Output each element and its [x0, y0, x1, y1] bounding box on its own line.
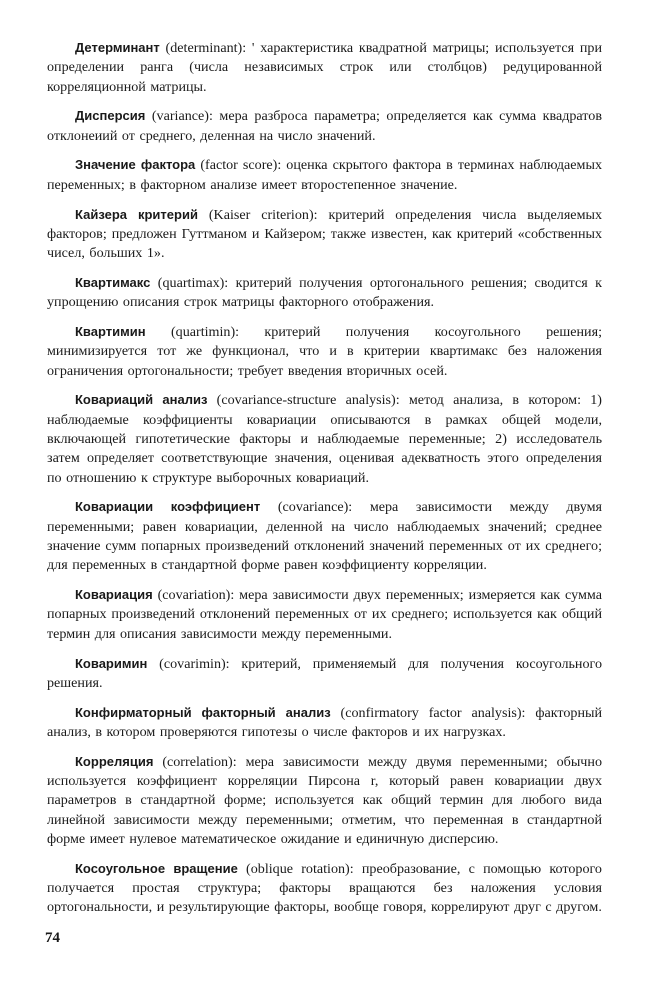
entry-term: Детерминант	[75, 40, 160, 55]
entry-definition: (covarimin): критерий, применяемый для получения косоугольного решения.	[47, 655, 602, 691]
entry-term: Значение фактора	[75, 157, 196, 173]
entry-term: Ковариаций анализ	[75, 392, 208, 408]
glossary-entry-oblique-rotation	[47, 859, 602, 918]
glossary-entry-factor-score	[47, 155, 602, 195]
entry-term: Квартимакс	[75, 274, 151, 290]
entry-definition: (covariation): мера зависимости двух переменных; измеряется как сумма попарных произведений отклонений переменных от их среднего; используется как общий термин для описания зависимости между переменными.	[47, 587, 602, 642]
glossary-entry-variance	[47, 106, 602, 146]
entry-definition: (covariance-structure analysis): метод анализа, в котором: 1) наблюдаемые коэффициенты ковариации описываются в рамках общей модели, включающей гипотетические факторы и наблюдаемые переменные; 2) исследователь затем определяет соответствующие значения, оценивая адекватность этого определения по отношению к структуре выборочных ковариаций.	[47, 392, 602, 486]
glossary-entry-quartimin	[47, 322, 602, 381]
entry-term: Коваримин	[75, 655, 148, 671]
entry-term: Квартимин	[75, 324, 146, 340]
glossary-entry-quartimax	[47, 273, 602, 313]
entry-definition: (quartimin): критерий получения косоугольного решения; минимизируется тот же функционал, что и в критерии квартимакс без наложения ограничения ортогональности; требует введения вторичных осей.	[47, 324, 602, 379]
entry-term: Ковариации коэффициент	[75, 499, 261, 515]
glossary-entry-covariance-structure-analysis	[47, 390, 602, 487]
entry-term: Дисперсия	[75, 108, 146, 124]
entry-definition: (correlation): мера зависимости между двумя переменными; обычно используется коэффициент корреляции Пирсона r, который равен ковариации двух параметров в стандартной форме; используется как общий термин для любого вида линейной зависимости между переменными; отметим, что переменная в стандартной форме имеет нулевое математическое ожидание и единичную дисперсию.	[47, 753, 602, 847]
entry-definition: (oblique rotation): преобразование, с помощью которого получается простая структура; факторы вращаются без наложения условия ортогональности, и результирующие факторы, вообще говоря, коррелируют друг с другом.	[47, 860, 602, 916]
glossary-entry-covariance	[47, 497, 602, 575]
entry-definition: (quartimax): критерий получения ортогонального решения; сводится к упрощению описания строк матрицы факторного отображения.	[47, 274, 602, 311]
glossary-entry-covarimin	[47, 654, 602, 694]
entry-definition: (factor score): оценка скрытого фактора в терминах наблюдаемых переменных; в факторном анализе имеет второстепенное значение.	[47, 157, 602, 193]
entry-term: Косоугольное вращение	[75, 860, 238, 876]
entry-definition: (confirmatory factor analysis): факторный анализ, в котором проверяются гипотезы о числе факторов и их нагрузках.	[47, 704, 603, 740]
glossary-entry-covariation	[47, 585, 602, 644]
entry-definition: (determinant): ' характеристика квадратной матрицы; используется при определении ранга (числа независимых строк или столбцов) редуцированной корреляционной матрицы.	[47, 40, 602, 95]
entry-definition: (Kaiser criterion): критерий определения числа выделяемых факторов; предложен Гуттманом и Кайзером; также известен, как критерий «собственных чисел, больших 1».	[47, 206, 603, 262]
glossary-entry-correlation	[47, 752, 602, 849]
entry-term: Кайзера критерий	[75, 206, 198, 222]
entry-term: Корреляция	[75, 753, 154, 769]
page-number: 74	[45, 930, 60, 946]
glossary-entry-determinant	[47, 38, 602, 97]
glossary-entry-kaiser-criterion	[47, 205, 602, 264]
glossary-entry-confirmatory-factor-analysis	[47, 703, 602, 743]
entry-definition: (covariance): мера зависимости между двумя переменными; равен ковариации, деленной на число наблюдаемых значений; среднее значение сумм попарных произведений отклонений значений переменных от их среднего; для переменных в стандартной форме равен коэффициенту корреляции.	[47, 499, 602, 574]
entry-definition: (variance): мера разброса параметра; определяется как сумма квадратов отклонеиий от среднего, деленная на число значений.	[47, 108, 602, 144]
entry-term: Конфирматорный факторный анализ	[75, 704, 331, 720]
entry-term: Ковариация	[75, 587, 153, 603]
